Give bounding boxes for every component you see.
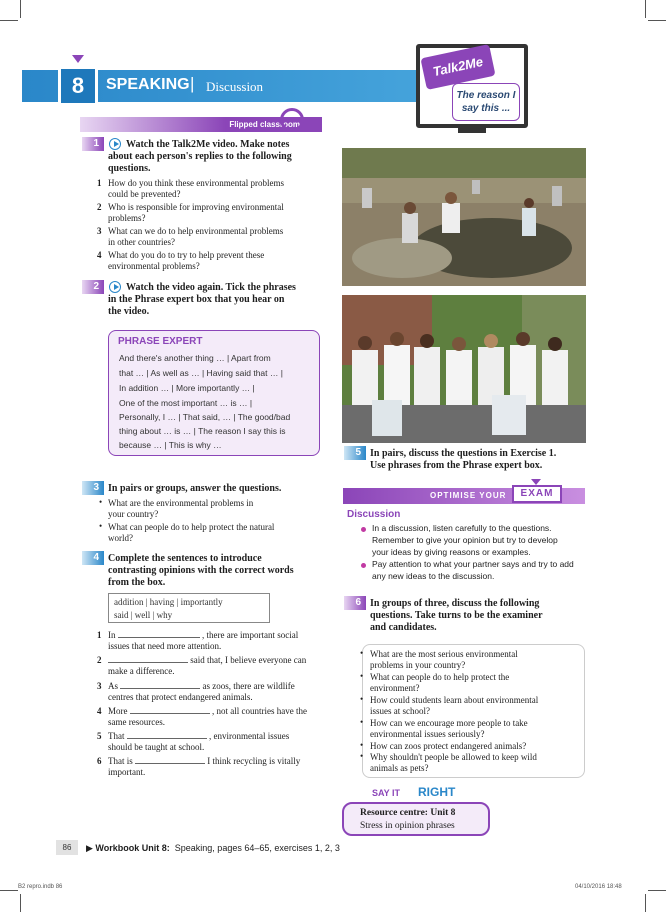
volunteers-cleaning-photo <box>342 148 586 286</box>
say-it-label: SAY IT <box>372 788 401 798</box>
sentence-line: make a difference. <box>108 666 175 676</box>
exercise-instruction: Use phrases from the Phrase expert box. <box>370 460 543 471</box>
exercise-instruction: In pairs, discuss the questions in Exercise 1. <box>370 448 557 459</box>
bullet-dot: • <box>99 497 103 507</box>
tip-text: Pay attention to what your partner says and try to add <box>372 559 574 569</box>
question-text: Why shouldn't people be allowed to keep wild <box>370 752 537 762</box>
question-text: animals as pets? <box>370 763 429 773</box>
bullet-dot: • <box>360 740 364 750</box>
phrase-line: And there's another thing … | Apart from <box>119 353 271 363</box>
answer-blank[interactable] <box>108 662 188 663</box>
sentence-line: issues that need more attention. <box>108 641 222 651</box>
exam-badge: EXAM <box>512 485 562 503</box>
print-slug-right: 04/10/2016 18:48 <box>575 884 622 890</box>
crop-mark <box>20 0 21 18</box>
question-text: environmental issues seriously? <box>370 729 485 739</box>
exercise-instruction: and candidates. <box>370 622 437 633</box>
word-box-line: said | well | why <box>114 610 173 620</box>
exercise-number: 3 <box>82 481 104 495</box>
question-text: What can people do to help protect the natural <box>108 522 275 532</box>
sentence-number: 2 <box>97 655 102 665</box>
exercise-instruction: the video. <box>108 306 150 317</box>
crop-mark <box>645 0 646 18</box>
resource-centre-topic: Stress in opinion phrases <box>360 821 455 831</box>
flipped-classroom-tab: Flipped classroom <box>80 117 322 132</box>
bubble-line: say this ... <box>461 103 511 114</box>
tip-text: Remember to give your opinion but try to develop <box>372 535 558 545</box>
exercise-instruction: Watch the video again. Tick the phrases <box>126 282 296 293</box>
tip-text: any new ideas to the discussion. <box>372 571 495 581</box>
answer-blank[interactable] <box>127 738 207 739</box>
question-number: 2 <box>97 202 102 212</box>
play-video-icon[interactable] <box>109 281 121 293</box>
exercise-number: 6 <box>344 596 366 610</box>
right-label: RIGHT <box>418 785 456 799</box>
crop-mark <box>0 890 18 891</box>
answer-blank[interactable] <box>130 713 210 714</box>
exercise-instruction: In groups of three, discuss the following <box>370 598 540 609</box>
exercise-number: 4 <box>82 551 104 565</box>
question-text: environment? <box>370 683 420 693</box>
unit-number: 8 <box>58 66 98 106</box>
sentence: That is I think recycling is vitally <box>108 756 301 766</box>
arrow-icon: ▶ <box>86 843 96 853</box>
crop-mark <box>0 20 18 21</box>
exercise-number: 2 <box>82 280 104 294</box>
play-video-icon[interactable] <box>109 138 121 150</box>
title-separator: | <box>190 74 195 93</box>
exercise-number: 5 <box>344 446 366 460</box>
question-number: 4 <box>97 250 102 260</box>
question-text: How can we encourage more people to take <box>370 718 528 728</box>
tip-text: In a discussion, listen carefully to the questions. <box>372 523 552 533</box>
question-text: issues at school? <box>370 706 430 716</box>
bullet-dot: • <box>99 521 103 531</box>
sentence: In , there are important social <box>108 630 299 640</box>
speech-bubble <box>452 83 520 121</box>
crop-mark <box>645 894 646 912</box>
exercise-instruction: in the Phrase expert box that you hear on <box>108 294 285 305</box>
answer-blank[interactable] <box>135 763 205 764</box>
sentence-number: 3 <box>97 681 102 691</box>
question-text: How can zoos protect endangered animals? <box>370 741 527 751</box>
tip-bullet-icon <box>361 527 366 532</box>
optimise-label: OPTIMISE YOUR <box>430 491 507 500</box>
exercise-instruction: questions. Take turns to be the examiner <box>370 610 543 621</box>
tv-stand <box>458 127 486 133</box>
question-text: How could students learn about environmental <box>370 695 539 705</box>
question-text: What can we do to help environmental problems <box>108 226 284 236</box>
answer-blank[interactable] <box>118 637 200 638</box>
volunteers-group-photo <box>342 295 586 443</box>
question-number: 3 <box>97 226 102 236</box>
sentence-line: centres that protect endangered animals. <box>108 692 253 702</box>
phrase-line: In addition … | More importantly … | <box>119 383 255 393</box>
exercise-instruction: about each person's replies to the following <box>108 151 292 162</box>
question-text: environmental problems? <box>108 261 200 271</box>
crop-mark <box>20 894 21 912</box>
talk2me-logo: Talk2Me <box>420 44 495 90</box>
sentence-line: important. <box>108 767 146 777</box>
question-text: in other countries? <box>108 237 175 247</box>
bullet-dot: • <box>360 694 364 704</box>
workbook-reference <box>86 843 340 854</box>
bubble-line: The reason I <box>456 90 516 101</box>
tip-section-title: Discussion <box>347 509 401 520</box>
tip-text: your ideas by giving reasons or examples. <box>372 547 531 557</box>
sentence-number: 5 <box>97 731 102 741</box>
bullet-dot: • <box>360 648 364 658</box>
crop-mark <box>648 20 666 21</box>
phrase-line: Personally, I … | That said, … | The good/bad <box>119 412 291 422</box>
question-text: world? <box>108 533 133 543</box>
phrase-line: One of the most important … is … | <box>119 398 253 408</box>
phrase-line: that … | As well as … | Having said that … | <box>119 368 283 378</box>
print-slug-left: B2 repro.indb 86 <box>18 884 63 890</box>
answer-blank[interactable] <box>120 688 200 689</box>
page-number: 86 <box>56 840 78 855</box>
resource-centre-title: Resource centre: Unit 8 <box>360 808 456 818</box>
question-text: What do you do to try to help prevent these <box>108 250 265 260</box>
question-text: What are the environmental problems in <box>108 498 254 508</box>
flipped-circle-icon <box>280 108 304 132</box>
exercise-number: 1 <box>82 137 104 151</box>
question-text: How do you think these environmental problems <box>108 178 284 188</box>
question-text: What can people do to help protect the <box>370 672 510 682</box>
exercise-instruction: questions. <box>108 163 151 174</box>
exercise-instruction: contrasting opinions with the correct words <box>108 565 294 576</box>
question-text: What are the most serious environmental <box>370 649 518 659</box>
question-text: could be prevented? <box>108 189 181 199</box>
crop-mark <box>648 890 666 891</box>
workbook-label: Workbook Unit 8: <box>95 843 170 853</box>
bullet-dot: • <box>360 671 364 681</box>
section-title: SPEAKING <box>106 76 190 93</box>
bullet-dot: • <box>360 751 364 761</box>
phrase-expert-box <box>108 330 320 456</box>
sentence-number: 6 <box>97 756 102 766</box>
question-text: your country? <box>108 509 159 519</box>
workbook-detail: Speaking, pages 64–65, exercises 1, 2, 3 <box>174 843 340 853</box>
sentence-line: same resources. <box>108 717 165 727</box>
sentence: said that, I believe everyone can <box>108 655 323 666</box>
question-text: Who is responsible for improving environmental <box>108 202 284 212</box>
question-text: problems? <box>108 213 146 223</box>
exercise-instruction: Watch the Talk2Me video. Make notes <box>126 139 290 150</box>
exercise-instruction: Complete the sentences to introduce <box>108 553 262 564</box>
bullet-dot: • <box>360 717 364 727</box>
sentence-line: should be taught at school. <box>108 742 205 752</box>
sentence: That , environmental issues <box>108 731 290 741</box>
word-box-line: addition | having | importantly <box>114 597 223 607</box>
exercise-instruction: In pairs or groups, answer the questions. <box>108 483 282 494</box>
question-text: problems in your country? <box>370 660 466 670</box>
phrase-line: because … | This is why … <box>119 440 222 450</box>
phrase-line: thing about … is … | The reason I say this is <box>119 426 286 436</box>
sentence: More , not all countries have the <box>108 706 307 716</box>
question-number: 1 <box>97 178 102 188</box>
sentence-number: 4 <box>97 706 102 716</box>
section-subtitle: Discussion <box>206 79 264 94</box>
phrase-expert-title: PHRASE EXPERT <box>118 336 203 347</box>
sentence: As as zoos, there are wildlife <box>108 681 295 691</box>
sentence-number: 1 <box>97 630 102 640</box>
exercise-instruction: from the box. <box>108 577 166 588</box>
header-marker-icon <box>72 55 84 63</box>
tip-bullet-icon <box>361 563 366 568</box>
